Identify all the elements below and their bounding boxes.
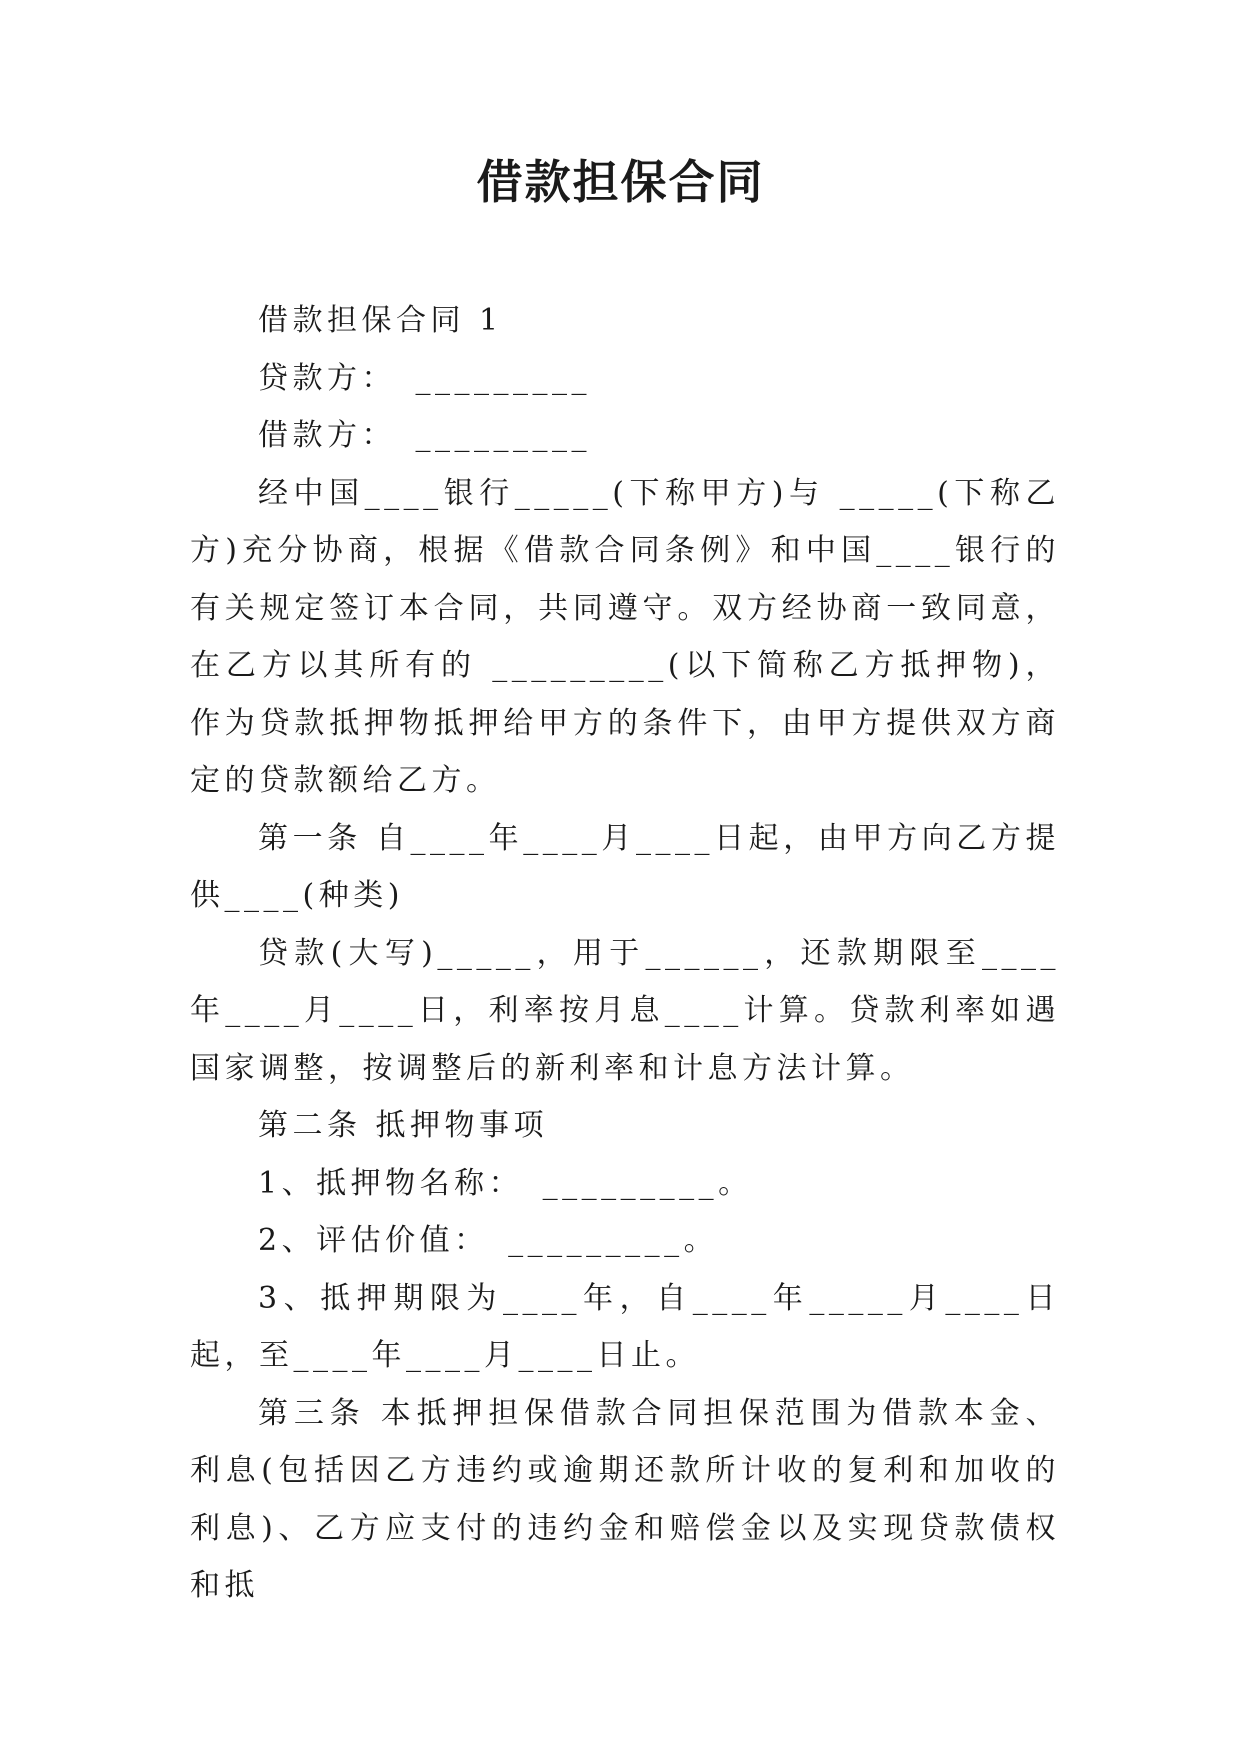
paragraph-article-2: 第二条 抵押物事项 — [258, 1108, 549, 1143]
paragraph-heading: 借款担保合同 1 — [258, 303, 503, 338]
paragraph-lender: 贷款方： _________ — [258, 360, 591, 396]
document-body — [190, 292, 1060, 1615]
paragraph-assessed-value: 2、评估价值： _________。 — [258, 1223, 719, 1258]
document-title: 借款担保合同 — [476, 155, 765, 209]
paragraph-article-3: 第三条 本抵押担保借款合同担保范围为借款本金、利息(包括因乙方违约或逾期还款所计收的复利和加收的利息)、乙方应支付的违约金和赔偿金以及实现贷款债权和抵 — [190, 1395, 1060, 1603]
paragraph-mortgage-term: 3、抵押期限为____年，自____年_____月____日起，至____年____月____日止。 — [190, 1280, 1060, 1373]
paragraph-borrower: 借款方： _________ — [258, 418, 591, 453]
paragraph-article-1: 第一条 自____年____月____日起，由甲方向乙方提供____(种类) — [190, 820, 1060, 913]
paragraph-loan-terms: 贷款(大写)_____，用于______，还款期限至____年____月____日，利率按月息____计算。贷款利率如遇国家调整，按调整后的新利率和计息方法计算。 — [190, 935, 1060, 1086]
paragraph-collateral-name: 1、抵押物名称： _________。 — [258, 1165, 753, 1201]
paragraph-preamble: 经中国____银行_____(下称甲方)与 _____(下称乙方)充分协商，根据《借款合同条例》和中国____银行的有关规定签订本合同，共同遵守。双方经协商一致同意，在乙方以其所有的 _________(以下简称乙方抵押物)，作为贷款抵押物抵押给甲方的条件下，由甲方提供双方商定的贷款额给乙方。 — [190, 475, 1060, 798]
